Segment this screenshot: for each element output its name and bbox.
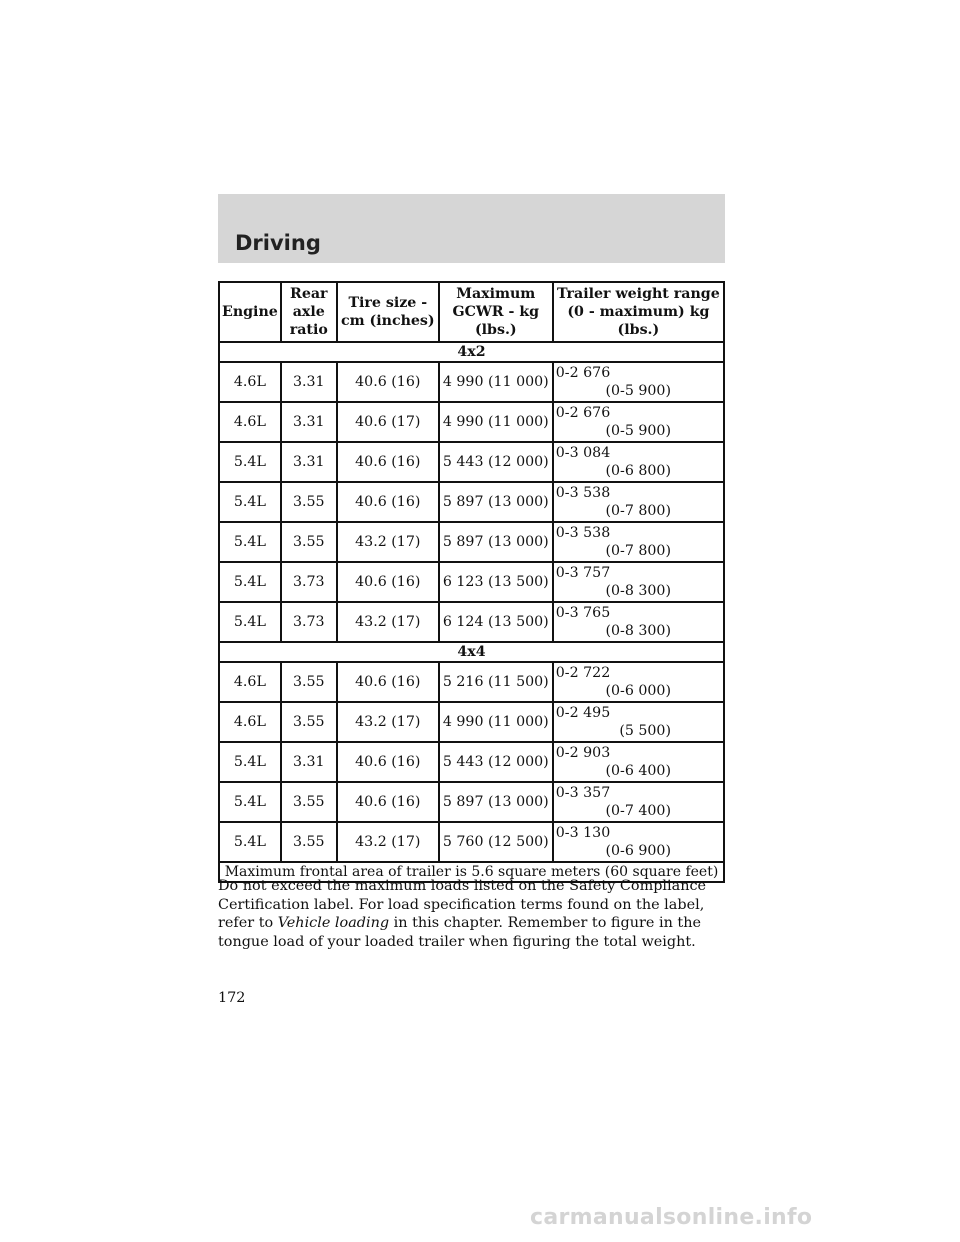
trailer-weight-cell — [553, 782, 724, 822]
trailer-weight-lbs: (0-6 400) — [605, 763, 671, 779]
gcwr-cell: 4 990 (11 000) — [439, 402, 553, 442]
trailer-weight-lbs: (0-6 900) — [605, 843, 671, 859]
trailer-weight-kg: 0-2 722 — [555, 665, 611, 681]
trailer-weight-lbs: (0-7 800) — [605, 543, 671, 559]
trailer-weight-cell — [553, 562, 724, 602]
trailer-weight-lbs: (0-7 400) — [605, 803, 671, 819]
trailer-weight-cell — [553, 602, 724, 642]
trailer-weight-lbs: (0-7 800) — [605, 503, 671, 519]
gcwr-cell: 4 990 (11 000) — [439, 702, 553, 742]
note-text: in this chapter. Remember to figure in the tongue load of your loaded trailer when figuring the total weight. — [218, 915, 701, 950]
axle-ratio-cell: 3.31 — [281, 442, 337, 482]
engine-cell: 4.6L — [219, 702, 281, 742]
engine-cell: 5.4L — [219, 482, 281, 522]
table-group-row — [219, 642, 724, 662]
tire-size-cell: 40.6 (16) — [337, 482, 439, 522]
column-header: Tire size - cm (inches) — [337, 282, 439, 342]
table-row — [219, 702, 724, 742]
table-row — [219, 562, 724, 602]
group-label: 4x2 — [219, 342, 724, 362]
engine-cell: 5.4L — [219, 782, 281, 822]
tire-size-cell: 40.6 (16) — [337, 562, 439, 602]
gcwr-cell: 6 123 (13 500) — [439, 562, 553, 602]
tire-size-cell: 43.2 (17) — [337, 602, 439, 642]
gcwr-cell: 5 216 (11 500) — [439, 662, 553, 702]
table-row — [219, 442, 724, 482]
axle-ratio-cell: 3.55 — [281, 482, 337, 522]
engine-cell: 5.4L — [219, 602, 281, 642]
trailer-weight-cell — [553, 822, 724, 862]
axle-ratio-cell: 3.55 — [281, 822, 337, 862]
tire-size-cell: 40.6 (17) — [337, 402, 439, 442]
watermark: carmanualsonline.info — [530, 1205, 813, 1230]
trailer-weight-kg: 0-2 676 — [555, 405, 611, 421]
engine-cell: 5.4L — [219, 742, 281, 782]
table-row — [219, 822, 724, 862]
axle-ratio-cell: 3.31 — [281, 362, 337, 402]
axle-ratio-cell: 3.55 — [281, 782, 337, 822]
engine-cell: 4.6L — [219, 402, 281, 442]
tire-size-cell: 40.6 (16) — [337, 782, 439, 822]
note-reference-vehicle-loading: Vehicle loading — [277, 915, 390, 931]
table-row — [219, 602, 724, 642]
gcwr-cell: 5 897 (13 000) — [439, 482, 553, 522]
gcwr-cell: 4 990 (11 000) — [439, 362, 553, 402]
column-header: Rear axle ratio — [281, 282, 337, 342]
towing-spec-table — [218, 281, 725, 883]
column-header: Engine — [219, 282, 281, 342]
trailer-weight-cell — [553, 442, 724, 482]
trailer-weight-cell — [553, 362, 724, 402]
engine-cell: 5.4L — [219, 822, 281, 862]
gcwr-cell: 5 897 (13 000) — [439, 522, 553, 562]
tire-size-cell: 40.6 (16) — [337, 362, 439, 402]
tire-size-cell: 43.2 (17) — [337, 522, 439, 562]
axle-ratio-cell: 3.55 — [281, 662, 337, 702]
axle-ratio-cell: 3.73 — [281, 562, 337, 602]
gcwr-cell: 5 897 (13 000) — [439, 782, 553, 822]
column-header: Trailer weight range (0 - maximum) kg (lbs.) — [553, 282, 724, 342]
trailer-weight-kg: 0-2 903 — [555, 745, 611, 761]
trailer-weight-cell — [553, 742, 724, 782]
axle-ratio-cell: 3.55 — [281, 522, 337, 562]
table-group-row — [219, 342, 724, 362]
axle-ratio-cell: 3.73 — [281, 602, 337, 642]
tire-size-cell: 40.6 (16) — [337, 662, 439, 702]
frontal-area-note: Maximum frontal area of trailer is 5.6 square meters (60 square feet) — [219, 862, 724, 882]
trailer-weight-cell — [553, 702, 724, 742]
trailer-weight-lbs: (0-5 900) — [605, 383, 671, 399]
table-header-row — [219, 282, 724, 342]
engine-cell: 5.4L — [219, 522, 281, 562]
gcwr-cell: 6 124 (13 500) — [439, 602, 553, 642]
trailer-weight-lbs: (0-6 000) — [605, 683, 671, 699]
axle-ratio-cell: 3.55 — [281, 702, 337, 742]
table-row — [219, 662, 724, 702]
trailer-weight-kg: 0-2 676 — [555, 365, 611, 381]
trailer-weight-kg: 0-3 357 — [555, 785, 611, 801]
trailer-weight-cell — [553, 402, 724, 442]
trailer-weight-cell — [553, 522, 724, 562]
trailer-weight-cell — [553, 482, 724, 522]
trailer-weight-lbs: (0-6 800) — [605, 463, 671, 479]
section-title: Driving — [235, 231, 321, 255]
page-number: 172 — [218, 990, 246, 1006]
trailer-weight-kg: 0-3 130 — [555, 825, 611, 841]
tire-size-cell: 43.2 (17) — [337, 702, 439, 742]
engine-cell: 5.4L — [219, 442, 281, 482]
note-text: Do not exceed the maximum loads listed on the Safety Compliance Certification label. For load specification terms found on the label, refer to — [218, 878, 707, 931]
group-label: 4x4 — [219, 642, 724, 662]
engine-cell: 4.6L — [219, 362, 281, 402]
trailer-weight-kg: 0-3 765 — [555, 605, 611, 621]
axle-ratio-cell: 3.31 — [281, 742, 337, 782]
trailer-weight-cell — [553, 662, 724, 702]
trailer-weight-lbs: (0-5 900) — [605, 423, 671, 439]
table-row — [219, 522, 724, 562]
tire-size-cell: 40.6 (16) — [337, 742, 439, 782]
tire-size-cell: 40.6 (16) — [337, 442, 439, 482]
engine-cell: 4.6L — [219, 662, 281, 702]
gcwr-cell: 5 760 (12 500) — [439, 822, 553, 862]
table-row — [219, 482, 724, 522]
trailer-weight-lbs: (5 500) — [619, 723, 671, 739]
section-header-band — [218, 194, 725, 263]
axle-ratio-cell: 3.31 — [281, 402, 337, 442]
trailer-weight-lbs: (0-8 300) — [605, 623, 671, 639]
gcwr-cell: 5 443 (12 000) — [439, 742, 553, 782]
trailer-weight-kg: 0-3 757 — [555, 565, 611, 581]
tire-size-cell: 43.2 (17) — [337, 822, 439, 862]
trailer-weight-kg: 0-3 538 — [555, 525, 611, 541]
table-row — [219, 782, 724, 822]
table-row — [219, 742, 724, 782]
trailer-weight-kg: 0-3 538 — [555, 485, 611, 501]
table-row — [219, 362, 724, 402]
column-header: Maximum GCWR - kg (lbs.) — [439, 282, 553, 342]
table-row — [219, 402, 724, 442]
towing-note — [218, 877, 728, 951]
engine-cell: 5.4L — [219, 562, 281, 602]
gcwr-cell: 5 443 (12 000) — [439, 442, 553, 482]
trailer-weight-kg: 0-3 084 — [555, 445, 611, 461]
trailer-weight-lbs: (0-8 300) — [605, 583, 671, 599]
trailer-weight-kg: 0-2 495 — [555, 705, 611, 721]
